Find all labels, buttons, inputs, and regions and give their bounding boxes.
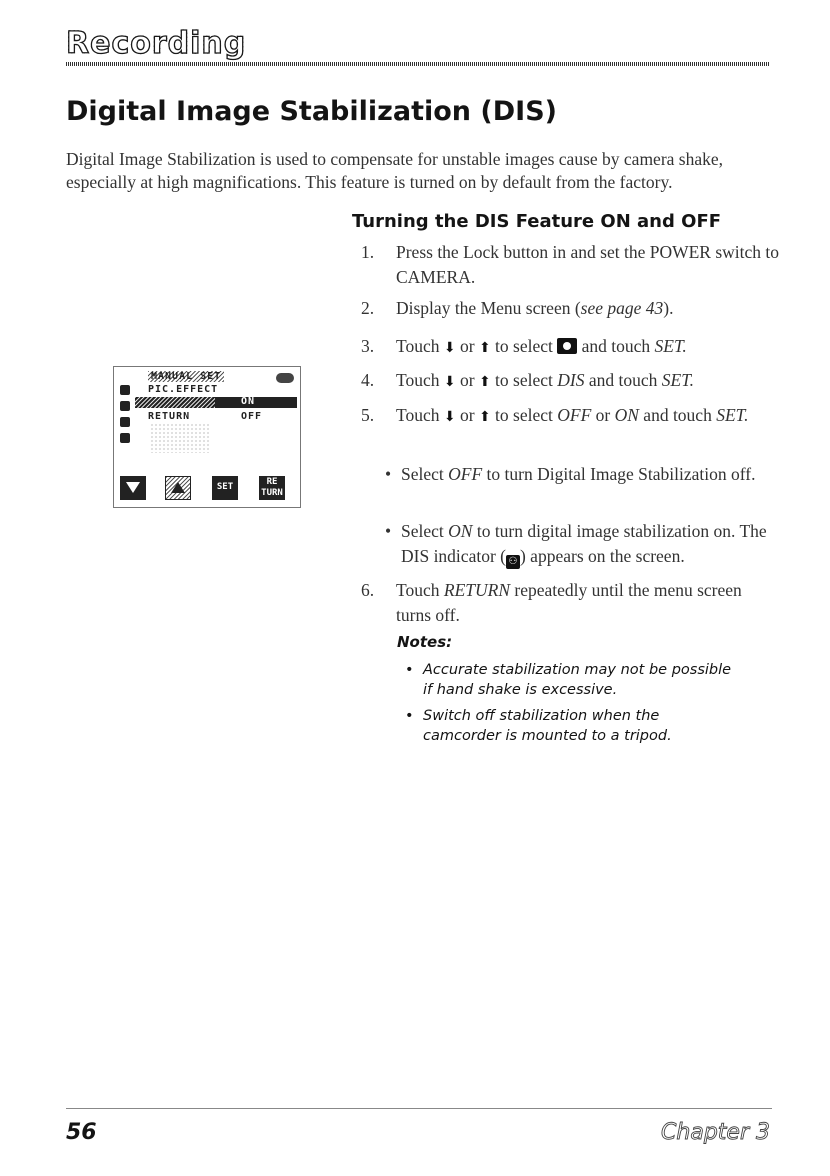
bullet-text-part: to turn digital image stabilization on. The DIS indicator ( bbox=[401, 521, 767, 566]
lcd-return-label-2: TURN bbox=[261, 488, 283, 498]
lcd-up-button bbox=[165, 476, 191, 500]
bullet-text-part: to turn Digital Image Stabilization off. bbox=[486, 464, 756, 484]
camera-menu-icon bbox=[557, 338, 577, 354]
step-number: 4. bbox=[361, 370, 375, 390]
note-1 bbox=[397, 660, 732, 700]
bullet-text bbox=[401, 462, 781, 487]
off-label: OFF bbox=[448, 464, 483, 484]
step-text-part: Display the Menu screen ( bbox=[396, 298, 581, 318]
lcd-return-button bbox=[259, 476, 285, 500]
step-text bbox=[396, 296, 781, 321]
note-2 bbox=[397, 706, 727, 746]
settings-icon bbox=[120, 417, 130, 427]
lcd-item-pic-effect: PIC.EFFECT bbox=[148, 384, 219, 395]
step-text-part: or bbox=[459, 370, 475, 390]
step-4 bbox=[361, 368, 781, 393]
set-label: SET. bbox=[654, 336, 687, 356]
on-label: ON bbox=[614, 405, 639, 425]
bullet-text-part: ) appears on the screen. bbox=[519, 546, 685, 566]
set-label: SET. bbox=[716, 405, 749, 425]
step-number: 5. bbox=[361, 405, 375, 425]
note-text: Switch off stabilization when the camcorder is mounted to a tripod. bbox=[423, 708, 672, 744]
bullet-off bbox=[385, 462, 780, 512]
dis-indicator-icon: ⚇ bbox=[506, 555, 520, 569]
lcd-side-icons bbox=[120, 385, 132, 457]
dis-label: DIS bbox=[557, 370, 585, 390]
footer-rule bbox=[66, 1108, 772, 1109]
display-icon bbox=[120, 433, 130, 443]
lcd-item-return: RETURN bbox=[148, 411, 191, 422]
step-6 bbox=[361, 578, 781, 628]
down-arrow-icon: ⬇ bbox=[443, 409, 456, 425]
step-text bbox=[396, 403, 781, 430]
step-text-part: ). bbox=[663, 298, 674, 318]
step-text-part: Touch bbox=[396, 370, 440, 390]
step-text-part: repeatedly until the menu screen turns off. bbox=[396, 580, 742, 625]
step-number: 1. bbox=[361, 242, 375, 262]
step-text bbox=[396, 334, 781, 361]
step-text bbox=[396, 368, 781, 395]
lcd-down-button bbox=[120, 476, 146, 500]
note-bullet: • bbox=[405, 708, 414, 724]
set-label: SET. bbox=[661, 370, 694, 390]
down-arrow-icon: ⬇ bbox=[443, 374, 456, 390]
down-arrow-icon: ⬇ bbox=[443, 340, 456, 356]
lcd-selected-row-label bbox=[135, 397, 215, 408]
step-text bbox=[396, 578, 781, 628]
note-text: Accurate stabilization may not be possible if hand shake is excessive. bbox=[423, 662, 732, 698]
step-1 bbox=[361, 240, 781, 290]
bullet-text bbox=[401, 519, 781, 569]
lcd-item-value-on: ON bbox=[241, 396, 256, 407]
step-text-part: Touch bbox=[396, 336, 440, 356]
camera-menu-icon bbox=[120, 385, 130, 395]
lcd-selected-row bbox=[135, 397, 297, 408]
page-reference: see page 43 bbox=[580, 298, 664, 318]
dis-indicator-icon bbox=[120, 401, 130, 411]
step-text-part: and touch bbox=[588, 370, 658, 390]
step-text-part: or bbox=[595, 405, 611, 425]
intro-paragraph: Digital Image Stabilization is used to compensate for unstable images cause by camera shake, especially at high magnifications. This feature is turned on by default from the factory. bbox=[66, 149, 724, 192]
bullet-on bbox=[385, 519, 780, 569]
on-label: ON bbox=[448, 521, 473, 541]
lcd-mode-badge-icon bbox=[276, 373, 294, 383]
up-arrow-icon: ⬆ bbox=[478, 409, 491, 425]
off-label: OFF bbox=[557, 405, 592, 425]
lcd-dotted-area bbox=[150, 423, 210, 453]
step-text-part: and touch bbox=[643, 405, 712, 425]
lcd-menu-illustration bbox=[113, 366, 301, 508]
lcd-set-label: SET bbox=[216, 482, 234, 492]
page-title: Digital Image Stabilization (DIS) bbox=[66, 96, 557, 127]
step-text-part: or bbox=[459, 336, 475, 356]
return-label: RETURN bbox=[443, 580, 510, 600]
lcd-return-label-1: RE bbox=[266, 477, 278, 487]
step-text-part: to select bbox=[495, 405, 553, 425]
header-rule bbox=[66, 62, 770, 66]
bullet-text-part: Select bbox=[401, 521, 444, 541]
lcd-item-value-off: OFF bbox=[241, 411, 263, 422]
step-text: Press the Lock button in and set the POWER switch to CAMERA. bbox=[396, 242, 780, 287]
note-bullet: • bbox=[405, 662, 414, 678]
step-text-part: Touch bbox=[396, 405, 440, 425]
step-text-part: Touch bbox=[396, 580, 440, 600]
step-2 bbox=[361, 296, 781, 321]
step-5 bbox=[361, 403, 781, 453]
subheading: Turning the DIS Feature ON and OFF bbox=[352, 211, 722, 232]
step-text-part: or bbox=[459, 405, 475, 425]
step-text-part: and touch bbox=[581, 336, 651, 356]
lcd-menu-title: MANUAL SET bbox=[148, 371, 224, 382]
lcd-set-button bbox=[212, 476, 238, 500]
step-text-part: to select bbox=[495, 336, 553, 356]
step-number: 6. bbox=[361, 580, 375, 600]
step-3 bbox=[361, 334, 781, 359]
section-header: Recording bbox=[66, 26, 247, 61]
page-number: 56 bbox=[66, 1120, 97, 1145]
bullet-text-part: Select bbox=[401, 464, 444, 484]
chapter-label: Chapter 3 bbox=[661, 1120, 770, 1145]
step-number: 3. bbox=[361, 336, 375, 356]
step-number: 2. bbox=[361, 298, 375, 318]
up-arrow-icon: ⬆ bbox=[478, 374, 491, 390]
step-text-part: to select bbox=[495, 370, 553, 390]
up-arrow-icon: ⬆ bbox=[478, 340, 491, 356]
notes-heading: Notes: bbox=[397, 633, 453, 651]
bullet-dot: • bbox=[385, 464, 392, 484]
bullet-dot: • bbox=[385, 521, 392, 541]
